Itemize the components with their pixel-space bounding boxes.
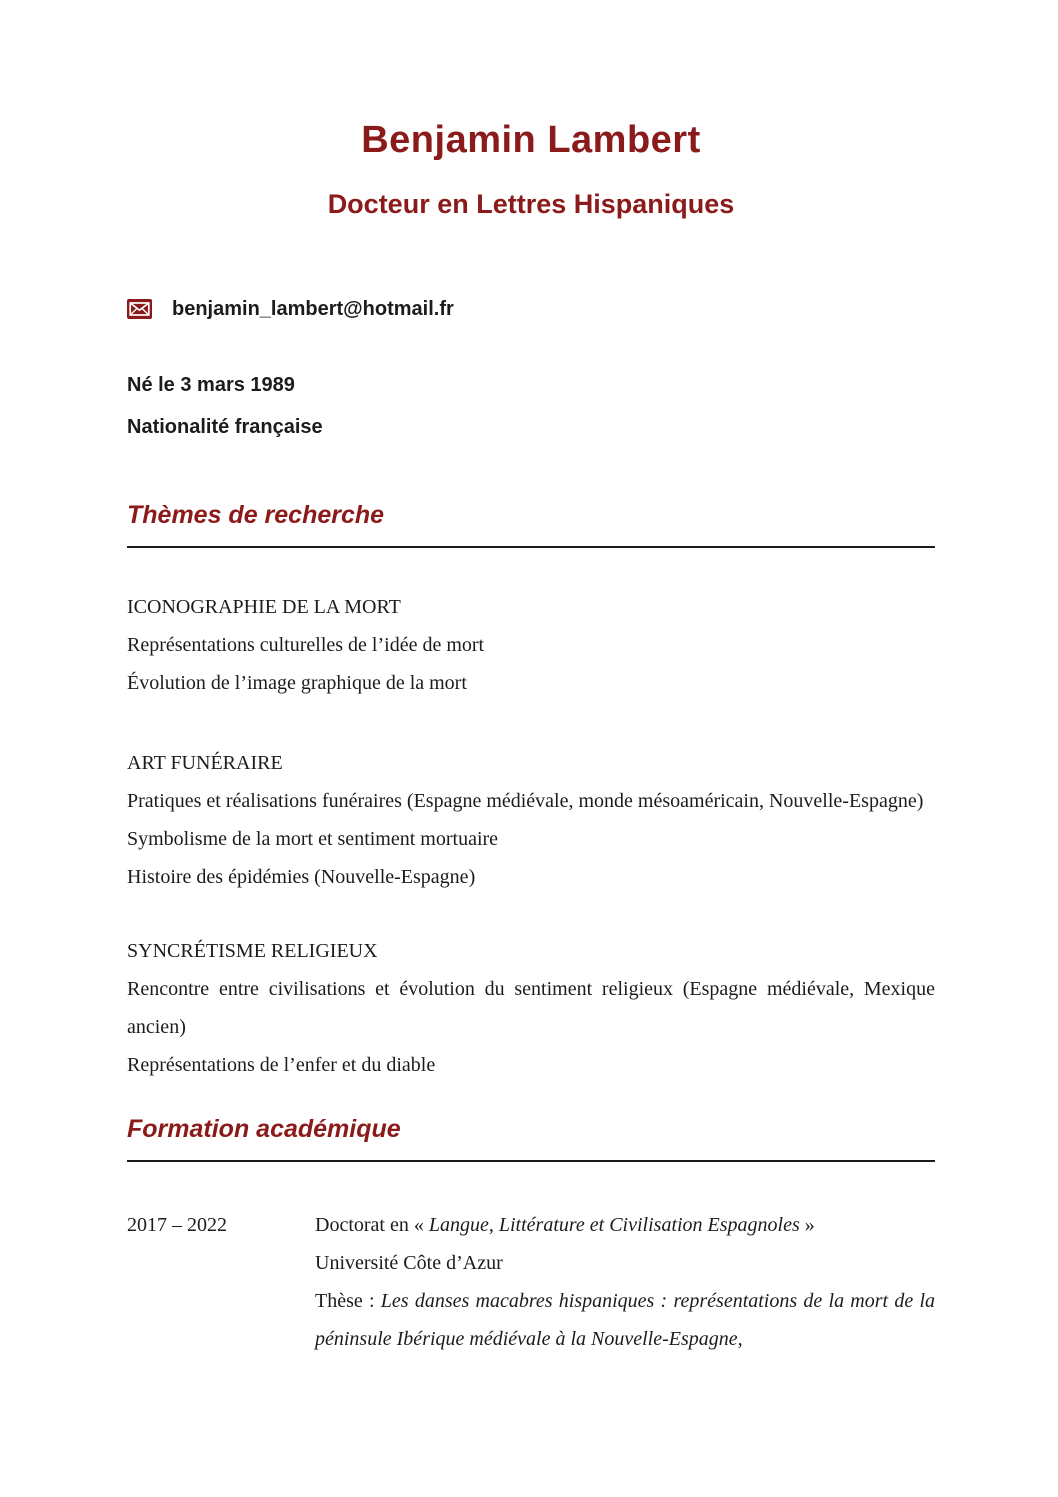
education-period: 2017 – 2022 — [127, 1214, 227, 1236]
thesis-title: Les danses macabres hispaniques : représentations de la mort de la péninsule Ibérique médiévale à la Nouvelle-Espagne, — [315, 1290, 935, 1350]
education-description — [315, 1206, 935, 1358]
research-line: Histoire des épidémies (Nouvelle-Espagne) — [127, 866, 476, 888]
nationality-text: Nationalité française — [127, 416, 323, 438]
research-line: Rencontre entre civilisations et évolution du sentiment religieux (Espagne médiévale, Mexique ancien) — [127, 978, 935, 1038]
research-line: Représentations culturelles de l’idée de mort — [127, 634, 485, 656]
section-divider — [127, 1160, 935, 1162]
research-line: Symbolisme de la mort et sentiment mortuaire — [127, 828, 499, 850]
research-group-art-funeraire — [127, 744, 935, 896]
institution-text: Université Côte d’Azur — [315, 1252, 503, 1274]
education-entry — [127, 1206, 935, 1358]
page-subtitle: Docteur en Lettres Hispaniques — [327, 189, 735, 219]
research-group-title: SYNCRÉTISME RELIGIEUX — [127, 940, 378, 962]
envelope-icon — [127, 299, 152, 319]
thesis-label: Thèse : — [315, 1290, 381, 1312]
research-group-title: ICONOGRAPHIE DE LA MORT — [127, 596, 401, 618]
thesis-paragraph — [315, 1282, 935, 1358]
contact-block — [127, 294, 935, 442]
education-section — [127, 1114, 935, 1358]
research-line: Pratiques et réalisations funéraires (Espagne médiévale, monde mésoaméricain, Nouvelle-Espagne) — [127, 790, 924, 812]
research-section — [127, 500, 935, 1084]
degree-suffix: » — [799, 1214, 815, 1236]
research-group-iconographie — [127, 588, 935, 702]
section-divider — [127, 546, 935, 548]
email-address: benjamin_lambert@hotmail.fr — [172, 298, 454, 320]
degree-line — [315, 1206, 935, 1244]
research-group-syncretisme — [127, 932, 935, 1084]
page-title: Benjamin Lambert — [361, 119, 701, 161]
degree-title: Langue, Littérature et Civilisation Espagnoles — [428, 1214, 800, 1236]
email-row — [127, 294, 935, 324]
research-line: Évolution de l’image graphique de la mort — [127, 672, 467, 694]
research-line: Représentations de l’enfer et du diable — [127, 1054, 436, 1076]
degree-prefix: Doctorat en « — [315, 1214, 429, 1236]
research-group-title: ART FUNÉRAIRE — [127, 752, 283, 774]
cv-header — [127, 118, 935, 220]
birthdate-text: Né le 3 mars 1989 — [127, 374, 295, 396]
education-section-heading: Formation académique — [127, 1115, 401, 1143]
research-section-heading: Thèmes de recherche — [127, 501, 385, 529]
